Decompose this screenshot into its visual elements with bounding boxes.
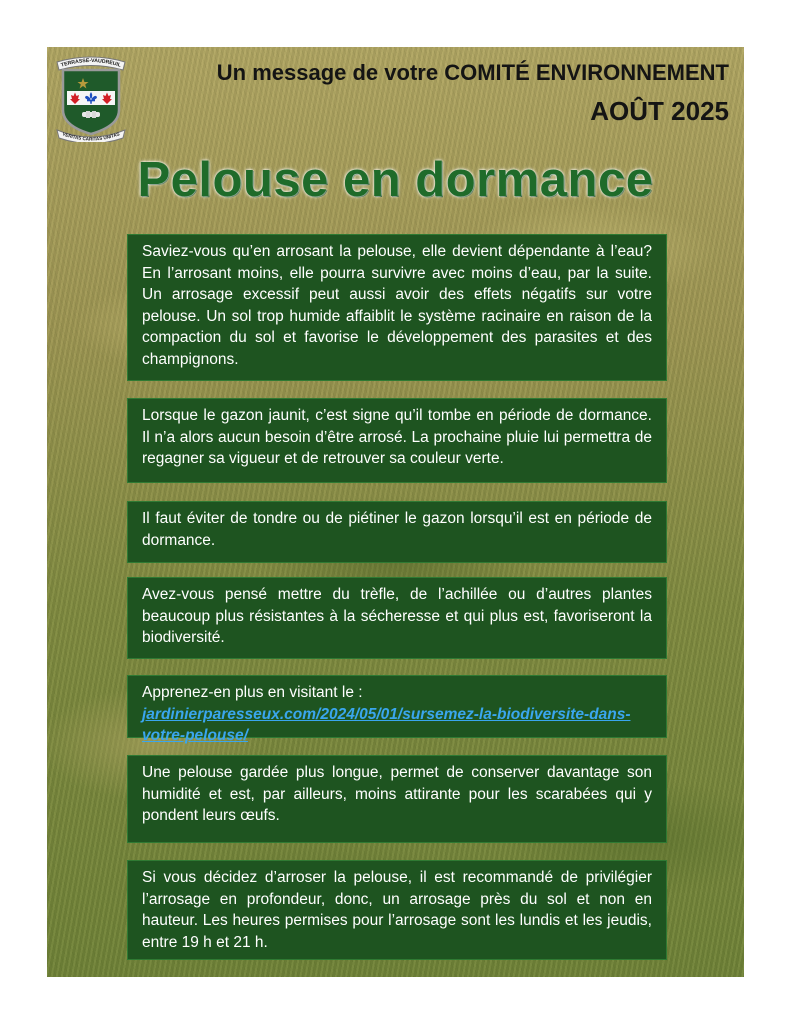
header-committee: COMITÉ ENVIRONNEMENT <box>444 60 729 85</box>
header-date: AOÛT 2025 <box>590 96 729 126</box>
info-box-link <box>127 675 667 744</box>
info-box: Avez-vous pensé mettre du trèfle, de l’achillée ou d’autres plantes beaucoup plus résistantes à la sécheresse et qui plus est, favoriseront la biodiversité. <box>127 577 667 659</box>
info-box: Une pelouse gardée plus longue, permet de conserver davantage son humidité et est, par ailleurs, moins attirante pour les scarabées qui y pondent leurs œufs. <box>127 755 667 843</box>
municipal-crest-logo <box>55 52 127 142</box>
page-title: Pelouse en dormance <box>137 153 654 207</box>
header-message <box>217 60 729 86</box>
crest-top-text: TERRASSE-VAUDREUIL <box>60 57 122 69</box>
info-box: Il faut éviter de tondre ou de piétiner le gazon lorsqu’il est en période de dormance. <box>127 501 667 563</box>
info-box: Si vous décidez d’arroser la pelouse, il est recommandé de privilégier l’arrosage en profondeur, donc, un arrosage près du sol et non en hauteur. Les heures permises pour l’arrosage sont les lundis et les jeudis, entre 19 h et 21 h. <box>127 860 667 960</box>
link-prefix: Apprenez-en plus en visitant le : <box>142 684 363 701</box>
resource-link[interactable]: jardinierparesseux.com/2024/05/01/sursemez-la-biodiversite-dans-votre-pelouse/ <box>142 705 631 744</box>
info-box: Saviez-vous qu’en arrosant la pelouse, elle devient dépendante à l’eau? En l’arrosant moins, elle pourra survivre avec moins d’eau, par la suite. Un arrosage excessif peut aussi avoir des effets négatifs sur votre pelouse. Un sol trop humide affaiblit le système racinaire en raison de la compaction du sol et favorise le développement des parasites et des champignons. <box>127 234 667 381</box>
info-box: Lorsque le gazon jaunit, c’est signe qu’il tombe en période de dormance. Il n’a alors aucun besoin d’être arrosé. La prochaine pluie lui permettra de regagner sa vigueur et de retrouver sa couleur verte. <box>127 398 667 483</box>
handshake-icon <box>82 111 100 118</box>
header-prefix: Un message de votre <box>216 60 445 85</box>
crest-motto: VERITAS CARITAS UNITAS <box>61 131 121 142</box>
